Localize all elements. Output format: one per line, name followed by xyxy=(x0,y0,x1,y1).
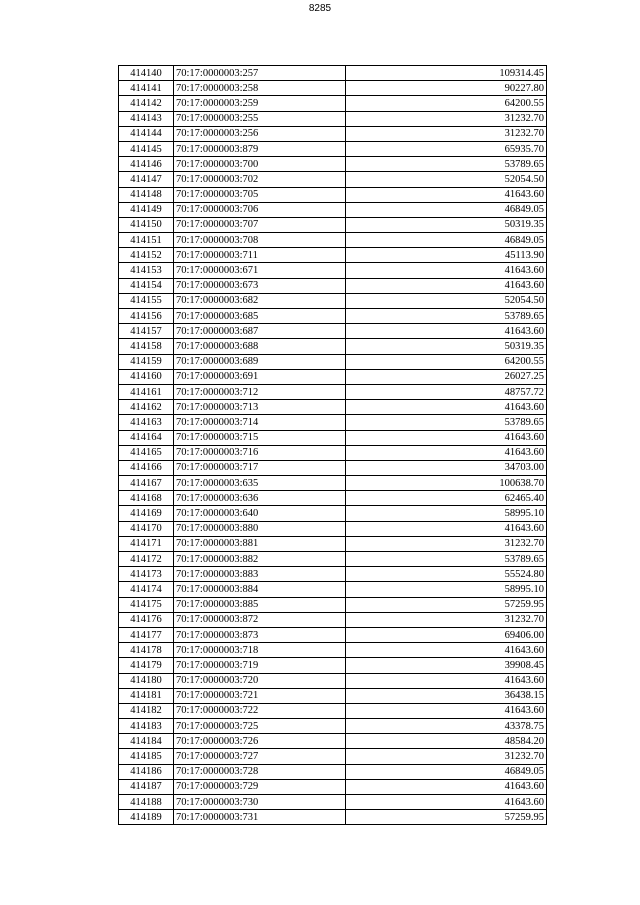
row-number-cell: 414148 xyxy=(119,187,174,202)
table-row xyxy=(119,430,547,445)
cadastral-number-cell: 70:17:0000003:255 xyxy=(174,111,346,126)
table-row xyxy=(119,309,547,324)
value-cell: 36438.15 xyxy=(346,688,547,703)
value-cell: 41643.60 xyxy=(346,521,547,536)
cadastral-number-cell: 70:17:0000003:685 xyxy=(174,309,346,324)
table-row xyxy=(119,263,547,278)
cadastral-number-cell: 70:17:0000003:682 xyxy=(174,293,346,308)
cadastral-number-cell: 70:17:0000003:884 xyxy=(174,582,346,597)
row-number-cell: 414187 xyxy=(119,779,174,794)
row-number-cell: 414182 xyxy=(119,703,174,718)
row-number-cell: 414156 xyxy=(119,309,174,324)
table-row xyxy=(119,96,547,111)
cadastral-number-cell: 70:17:0000003:718 xyxy=(174,643,346,658)
value-cell: 53789.65 xyxy=(346,415,547,430)
row-number-cell: 414162 xyxy=(119,400,174,415)
cadastral-number-cell: 70:17:0000003:635 xyxy=(174,476,346,491)
table-row xyxy=(119,658,547,673)
value-cell: 41643.60 xyxy=(346,278,547,293)
cadastral-number-cell: 70:17:0000003:256 xyxy=(174,126,346,141)
value-cell: 31232.70 xyxy=(346,612,547,627)
row-number-cell: 414178 xyxy=(119,643,174,658)
cadastral-number-cell: 70:17:0000003:687 xyxy=(174,324,346,339)
cadastral-number-cell: 70:17:0000003:700 xyxy=(174,157,346,172)
table-row xyxy=(119,157,547,172)
table-row xyxy=(119,476,547,491)
cadastral-number-cell: 70:17:0000003:879 xyxy=(174,141,346,156)
table-row xyxy=(119,749,547,764)
row-number-cell: 414140 xyxy=(119,66,174,81)
value-cell: 45113.90 xyxy=(346,248,547,263)
row-number-cell: 414189 xyxy=(119,810,174,825)
value-cell: 46849.05 xyxy=(346,764,547,779)
table-row xyxy=(119,172,547,187)
row-number-cell: 414147 xyxy=(119,172,174,187)
value-cell: 62465.40 xyxy=(346,491,547,506)
table-row xyxy=(119,126,547,141)
registry-table-body xyxy=(119,66,547,825)
value-cell: 41643.60 xyxy=(346,445,547,460)
table-row xyxy=(119,233,547,248)
registry-table xyxy=(118,65,547,825)
value-cell: 64200.55 xyxy=(346,96,547,111)
value-cell: 41643.60 xyxy=(346,430,547,445)
table-row xyxy=(119,552,547,567)
value-cell: 69406.00 xyxy=(346,627,547,642)
cadastral-number-cell: 70:17:0000003:713 xyxy=(174,400,346,415)
cadastral-number-cell: 70:17:0000003:688 xyxy=(174,339,346,354)
cadastral-number-cell: 70:17:0000003:689 xyxy=(174,354,346,369)
value-cell: 46849.05 xyxy=(346,233,547,248)
table-row xyxy=(119,369,547,384)
cadastral-number-cell: 70:17:0000003:671 xyxy=(174,263,346,278)
table-row xyxy=(119,415,547,430)
value-cell: 41643.60 xyxy=(346,703,547,718)
row-number-cell: 414171 xyxy=(119,536,174,551)
cadastral-number-cell: 70:17:0000003:640 xyxy=(174,506,346,521)
cadastral-number-cell: 70:17:0000003:708 xyxy=(174,233,346,248)
row-number-cell: 414157 xyxy=(119,324,174,339)
table-row xyxy=(119,217,547,232)
value-cell: 53789.65 xyxy=(346,157,547,172)
table-row xyxy=(119,795,547,810)
row-number-cell: 414155 xyxy=(119,293,174,308)
row-number-cell: 414163 xyxy=(119,415,174,430)
table-row xyxy=(119,506,547,521)
row-number-cell: 414180 xyxy=(119,673,174,688)
table-row xyxy=(119,597,547,612)
cadastral-number-cell: 70:17:0000003:706 xyxy=(174,202,346,217)
row-number-cell: 414169 xyxy=(119,506,174,521)
table-row xyxy=(119,445,547,460)
row-number-cell: 414153 xyxy=(119,263,174,278)
table-row xyxy=(119,703,547,718)
table-row xyxy=(119,491,547,506)
row-number-cell: 414176 xyxy=(119,612,174,627)
cadastral-number-cell: 70:17:0000003:873 xyxy=(174,627,346,642)
table-row xyxy=(119,734,547,749)
value-cell: 43378.75 xyxy=(346,719,547,734)
cadastral-number-cell: 70:17:0000003:259 xyxy=(174,96,346,111)
table-row xyxy=(119,293,547,308)
table-row xyxy=(119,810,547,825)
row-number-cell: 414154 xyxy=(119,278,174,293)
row-number-cell: 414149 xyxy=(119,202,174,217)
table-row xyxy=(119,202,547,217)
cadastral-number-cell: 70:17:0000003:719 xyxy=(174,658,346,673)
cadastral-number-cell: 70:17:0000003:721 xyxy=(174,688,346,703)
value-cell: 31232.70 xyxy=(346,536,547,551)
value-cell: 58995.10 xyxy=(346,582,547,597)
row-number-cell: 414146 xyxy=(119,157,174,172)
row-number-cell: 414167 xyxy=(119,476,174,491)
value-cell: 58995.10 xyxy=(346,506,547,521)
value-cell: 52054.50 xyxy=(346,172,547,187)
cadastral-number-cell: 70:17:0000003:731 xyxy=(174,810,346,825)
table-row xyxy=(119,536,547,551)
row-number-cell: 414168 xyxy=(119,491,174,506)
cadastral-number-cell: 70:17:0000003:727 xyxy=(174,749,346,764)
row-number-cell: 414144 xyxy=(119,126,174,141)
row-number-cell: 414152 xyxy=(119,248,174,263)
table-row xyxy=(119,187,547,202)
row-number-cell: 414145 xyxy=(119,141,174,156)
row-number-cell: 414159 xyxy=(119,354,174,369)
cadastral-number-cell: 70:17:0000003:717 xyxy=(174,460,346,475)
value-cell: 39908.45 xyxy=(346,658,547,673)
row-number-cell: 414170 xyxy=(119,521,174,536)
value-cell: 41643.60 xyxy=(346,673,547,688)
table-row xyxy=(119,719,547,734)
cadastral-number-cell: 70:17:0000003:716 xyxy=(174,445,346,460)
value-cell: 109314.45 xyxy=(346,66,547,81)
table-row xyxy=(119,567,547,582)
table-row xyxy=(119,582,547,597)
value-cell: 31232.70 xyxy=(346,749,547,764)
cadastral-number-cell: 70:17:0000003:711 xyxy=(174,248,346,263)
row-number-cell: 414172 xyxy=(119,552,174,567)
cadastral-number-cell: 70:17:0000003:715 xyxy=(174,430,346,445)
table-row xyxy=(119,248,547,263)
cadastral-number-cell: 70:17:0000003:725 xyxy=(174,719,346,734)
row-number-cell: 414184 xyxy=(119,734,174,749)
row-number-cell: 414158 xyxy=(119,339,174,354)
row-number-cell: 414185 xyxy=(119,749,174,764)
value-cell: 90227.80 xyxy=(346,81,547,96)
row-number-cell: 414151 xyxy=(119,233,174,248)
row-number-cell: 414181 xyxy=(119,688,174,703)
cadastral-number-cell: 70:17:0000003:258 xyxy=(174,81,346,96)
page-number: 8285 xyxy=(308,3,332,14)
value-cell: 64200.55 xyxy=(346,354,547,369)
value-cell: 48757.72 xyxy=(346,384,547,399)
cadastral-number-cell: 70:17:0000003:882 xyxy=(174,552,346,567)
value-cell: 50319.35 xyxy=(346,339,547,354)
value-cell: 50319.35 xyxy=(346,217,547,232)
cadastral-number-cell: 70:17:0000003:885 xyxy=(174,597,346,612)
table-row xyxy=(119,141,547,156)
value-cell: 57259.95 xyxy=(346,810,547,825)
row-number-cell: 414186 xyxy=(119,764,174,779)
table-row xyxy=(119,643,547,658)
value-cell: 31232.70 xyxy=(346,111,547,126)
table-row xyxy=(119,688,547,703)
table-row xyxy=(119,612,547,627)
value-cell: 41643.60 xyxy=(346,263,547,278)
cadastral-number-cell: 70:17:0000003:691 xyxy=(174,369,346,384)
value-cell: 55524.80 xyxy=(346,567,547,582)
table-row xyxy=(119,81,547,96)
row-number-cell: 414160 xyxy=(119,369,174,384)
table-row xyxy=(119,673,547,688)
value-cell: 100638.70 xyxy=(346,476,547,491)
row-number-cell: 414174 xyxy=(119,582,174,597)
row-number-cell: 414179 xyxy=(119,658,174,673)
cadastral-number-cell: 70:17:0000003:730 xyxy=(174,795,346,810)
row-number-cell: 414173 xyxy=(119,567,174,582)
table-row xyxy=(119,460,547,475)
value-cell: 53789.65 xyxy=(346,309,547,324)
table-row xyxy=(119,384,547,399)
cadastral-number-cell: 70:17:0000003:880 xyxy=(174,521,346,536)
cadastral-number-cell: 70:17:0000003:702 xyxy=(174,172,346,187)
row-number-cell: 414161 xyxy=(119,384,174,399)
value-cell: 52054.50 xyxy=(346,293,547,308)
table-row xyxy=(119,627,547,642)
cadastral-number-cell: 70:17:0000003:707 xyxy=(174,217,346,232)
table-row xyxy=(119,111,547,126)
value-cell: 41643.60 xyxy=(346,643,547,658)
value-cell: 46849.05 xyxy=(346,202,547,217)
value-cell: 48584.20 xyxy=(346,734,547,749)
row-number-cell: 414177 xyxy=(119,627,174,642)
cadastral-number-cell: 70:17:0000003:714 xyxy=(174,415,346,430)
value-cell: 65935.70 xyxy=(346,141,547,156)
cadastral-number-cell: 70:17:0000003:726 xyxy=(174,734,346,749)
cadastral-number-cell: 70:17:0000003:729 xyxy=(174,779,346,794)
row-number-cell: 414175 xyxy=(119,597,174,612)
value-cell: 31232.70 xyxy=(346,126,547,141)
row-number-cell: 414164 xyxy=(119,430,174,445)
row-number-cell: 414165 xyxy=(119,445,174,460)
table-row xyxy=(119,764,547,779)
cadastral-number-cell: 70:17:0000003:705 xyxy=(174,187,346,202)
value-cell: 41643.60 xyxy=(346,779,547,794)
row-number-cell: 414142 xyxy=(119,96,174,111)
value-cell: 57259.95 xyxy=(346,597,547,612)
cadastral-number-cell: 70:17:0000003:712 xyxy=(174,384,346,399)
cadastral-number-cell: 70:17:0000003:673 xyxy=(174,278,346,293)
value-cell: 26027.25 xyxy=(346,369,547,384)
row-number-cell: 414166 xyxy=(119,460,174,475)
cadastral-number-cell: 70:17:0000003:883 xyxy=(174,567,346,582)
cadastral-number-cell: 70:17:0000003:722 xyxy=(174,703,346,718)
table-row xyxy=(119,66,547,81)
cadastral-number-cell: 70:17:0000003:257 xyxy=(174,66,346,81)
table-row xyxy=(119,779,547,794)
value-cell: 41643.60 xyxy=(346,324,547,339)
cadastral-number-cell: 70:17:0000003:720 xyxy=(174,673,346,688)
row-number-cell: 414183 xyxy=(119,719,174,734)
value-cell: 41643.60 xyxy=(346,187,547,202)
row-number-cell: 414150 xyxy=(119,217,174,232)
table-row xyxy=(119,400,547,415)
row-number-cell: 414141 xyxy=(119,81,174,96)
table-row xyxy=(119,339,547,354)
row-number-cell: 414143 xyxy=(119,111,174,126)
row-number-cell: 414188 xyxy=(119,795,174,810)
cadastral-number-cell: 70:17:0000003:728 xyxy=(174,764,346,779)
value-cell: 41643.60 xyxy=(346,795,547,810)
value-cell: 53789.65 xyxy=(346,552,547,567)
table-row xyxy=(119,324,547,339)
table-row xyxy=(119,278,547,293)
value-cell: 41643.60 xyxy=(346,400,547,415)
cadastral-number-cell: 70:17:0000003:872 xyxy=(174,612,346,627)
value-cell: 34703.00 xyxy=(346,460,547,475)
table-row xyxy=(119,354,547,369)
cadastral-number-cell: 70:17:0000003:636 xyxy=(174,491,346,506)
table-row xyxy=(119,521,547,536)
cadastral-number-cell: 70:17:0000003:881 xyxy=(174,536,346,551)
